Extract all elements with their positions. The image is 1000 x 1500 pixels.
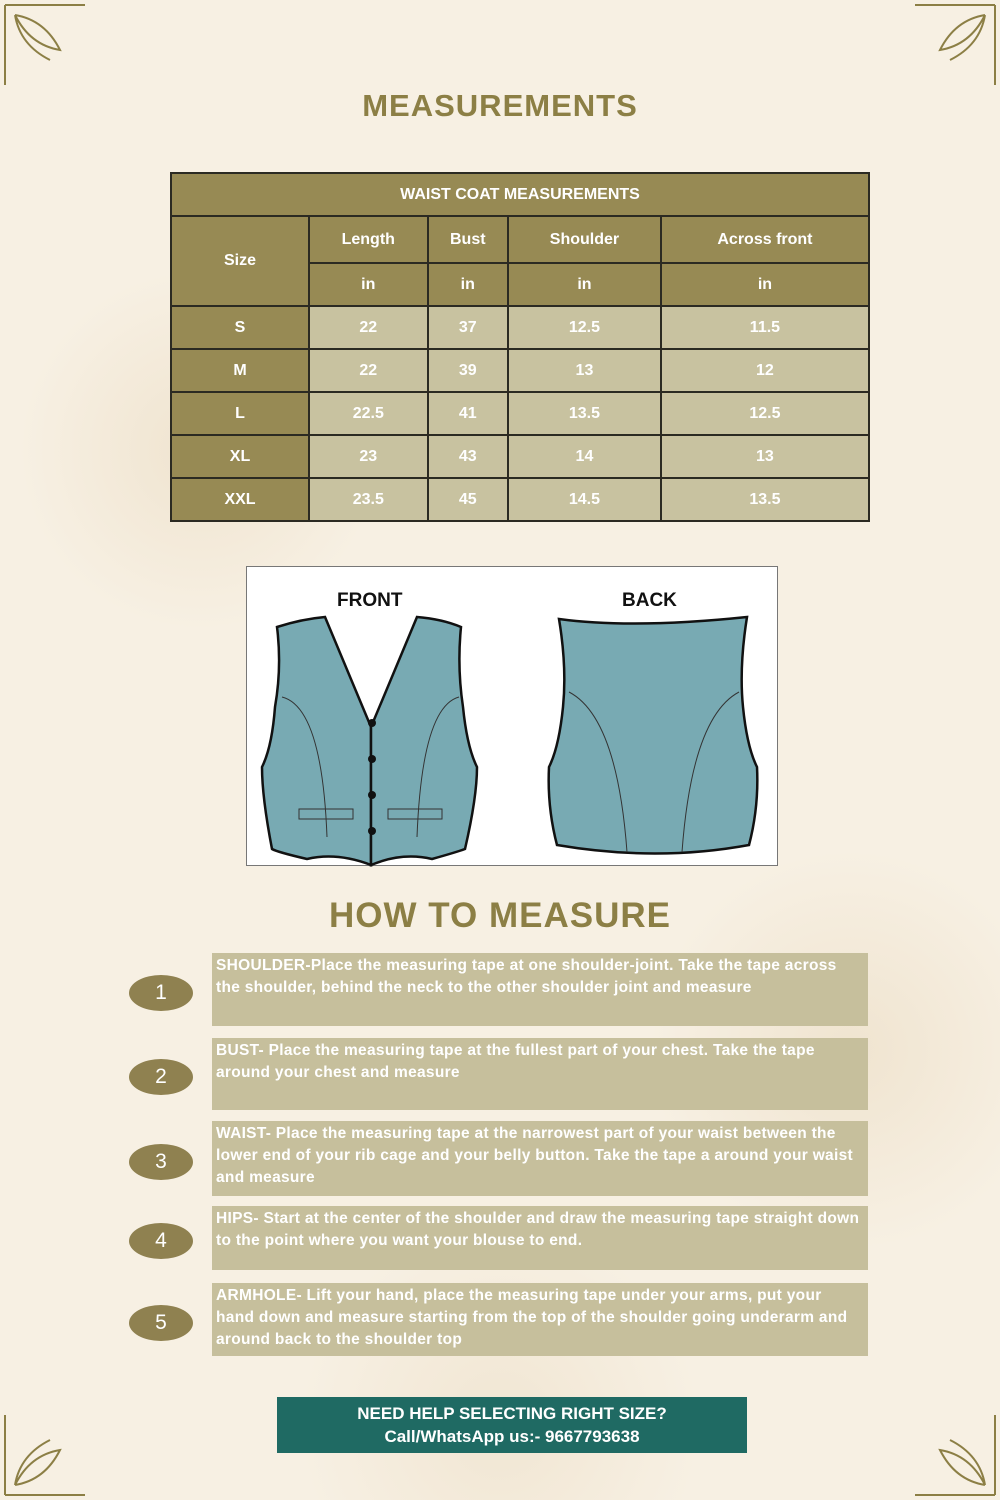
- measurement-cell: 12.5: [661, 392, 869, 435]
- help-banner[interactable]: [277, 1397, 747, 1453]
- measurement-cell: 11.5: [661, 306, 869, 349]
- size-cell: XXL: [171, 478, 309, 521]
- corner-ornament-icon: [0, 1410, 90, 1500]
- step-number-badge: 1: [129, 975, 193, 1011]
- step-number-badge: 4: [129, 1223, 193, 1259]
- unit-header: in: [309, 263, 428, 306]
- size-cell: L: [171, 392, 309, 435]
- measurement-cell: 14.5: [508, 478, 661, 521]
- step-instruction: ARMHOLE- Lift your hand, place the measuring tape under your arms, put your hand down and measure starting from the top of the shoulder going underarm and around back to the shoulder top: [212, 1283, 868, 1356]
- measurement-cell: 23.5: [309, 478, 428, 521]
- measurement-cell: 22.5: [309, 392, 428, 435]
- table-row: [171, 435, 869, 478]
- size-cell: XL: [171, 435, 309, 478]
- measurement-cell: 43: [428, 435, 508, 478]
- size-cell: S: [171, 306, 309, 349]
- table-row: [171, 478, 869, 521]
- step-instruction: BUST- Place the measuring tape at the fullest part of your chest. Take the tape around your chest and measure: [212, 1038, 868, 1110]
- how-to-measure-title: HOW TO MEASURE: [329, 896, 671, 935]
- vest-illustration: [247, 567, 779, 867]
- measurement-cell: 12: [661, 349, 869, 392]
- measurement-cell: 22: [309, 306, 428, 349]
- measurement-cell: 13: [661, 435, 869, 478]
- measurement-cell: 22: [309, 349, 428, 392]
- step-number-badge: 2: [129, 1059, 193, 1095]
- step-instruction: WAIST- Place the measuring tape at the narrowest part of your waist between the lower end of your rib cage and your belly button. Take the tape a around your waist and measure: [212, 1121, 868, 1196]
- size-header: Size: [171, 216, 309, 306]
- column-header: Bust: [428, 216, 508, 263]
- measurement-cell: 37: [428, 306, 508, 349]
- measurement-cell: 13.5: [508, 392, 661, 435]
- unit-header: in: [508, 263, 661, 306]
- column-header: Across front: [661, 216, 869, 263]
- back-label: BACK: [622, 590, 677, 611]
- step-number-badge: 3: [129, 1144, 193, 1180]
- unit-header: in: [428, 263, 508, 306]
- table-row: [171, 306, 869, 349]
- size-cell: M: [171, 349, 309, 392]
- table-row: [171, 349, 869, 392]
- measurement-cell: 23: [309, 435, 428, 478]
- measurement-cell: 13.5: [661, 478, 869, 521]
- measurement-cell: 13: [508, 349, 661, 392]
- contact-number: Call/WhatsApp us:- 9667793638: [384, 1427, 640, 1446]
- step-instruction: HIPS- Start at the center of the shoulder and draw the measuring tape straight down to the point where you want your blouse to end.: [212, 1206, 868, 1270]
- corner-ornament-icon: [910, 0, 1000, 90]
- corner-ornament-icon: [0, 0, 90, 90]
- table-caption: WAIST COAT MEASUREMENTS: [171, 173, 869, 216]
- step-instruction: SHOULDER-Place the measuring tape at one shoulder-joint. Take the tape across the shoulder, behind the neck to the other shoulder joint and measure: [212, 953, 868, 1026]
- corner-ornament-icon: [910, 1410, 1000, 1500]
- column-header: Length: [309, 216, 428, 263]
- measurement-cell: 14: [508, 435, 661, 478]
- page-title: MEASUREMENTS: [362, 88, 638, 123]
- measurement-cell: 45: [428, 478, 508, 521]
- size-chart-table: [170, 172, 870, 522]
- front-label: FRONT: [337, 590, 403, 611]
- help-question: NEED HELP SELECTING RIGHT SIZE?: [357, 1404, 667, 1423]
- measurement-cell: 39: [428, 349, 508, 392]
- measurement-cell: 12.5: [508, 306, 661, 349]
- unit-header: in: [661, 263, 869, 306]
- measurement-cell: 41: [428, 392, 508, 435]
- column-header: Shoulder: [508, 216, 661, 263]
- table-row: [171, 392, 869, 435]
- waistcoat-diagram: [246, 566, 778, 866]
- step-number-badge: 5: [129, 1305, 193, 1341]
